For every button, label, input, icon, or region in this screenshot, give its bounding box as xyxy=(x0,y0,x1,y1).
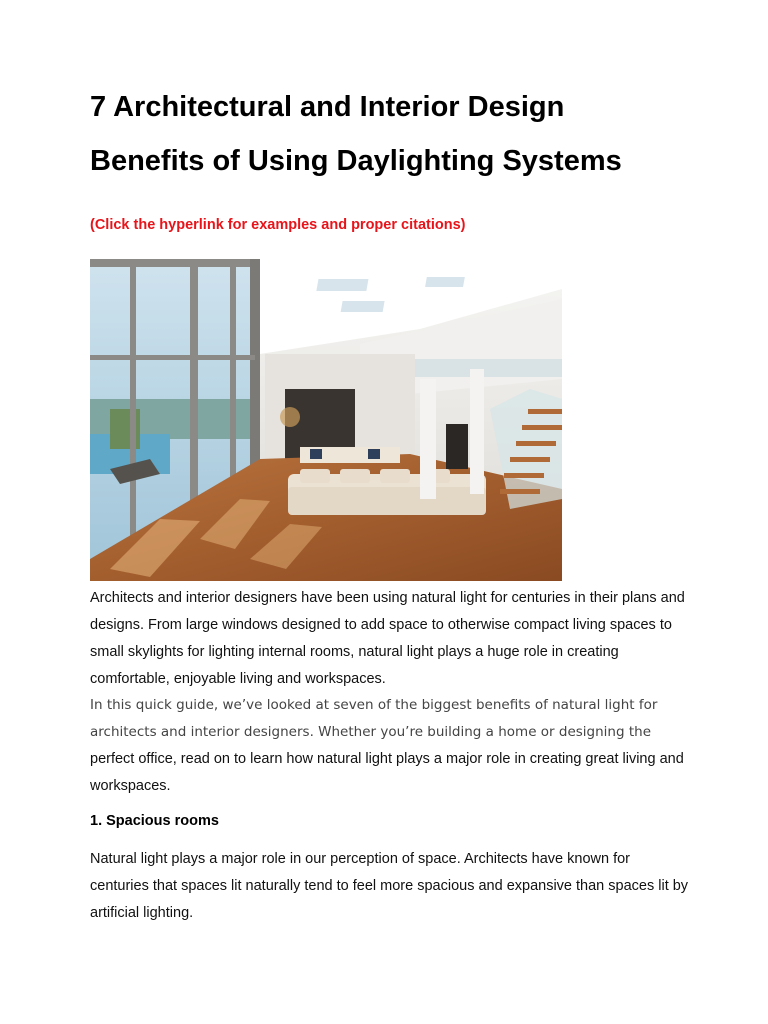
guide-paragraph-part-1: In this quick guide, we’ve looked at seven of the biggest benefits of natural light for architects and interior designers. Whether you’re building a home or designing the xyxy=(90,697,658,740)
guide-paragraph-part-2: perfect office, read on to learn how natural light plays a major role in creating great living and workspaces. xyxy=(90,751,684,794)
intro-paragraph: Architects and interior designers have been using natural light for centuries in their plans and designs. From large windows designed to add space to otherwise compact living spaces to small skylights for lighting internal rooms, natural light plays a huge role in creating comfortable, enjoyable living and workspaces. xyxy=(90,590,685,687)
interior-living-room-photo xyxy=(90,259,562,581)
citation-hyperlink-note[interactable]: (Click the hyperlink for examples and proper citations) xyxy=(90,217,466,233)
guide-paragraph xyxy=(90,692,690,800)
page-title-line-1: 7 Architectural and Interior Design xyxy=(90,91,565,123)
section-heading-spacious-rooms: 1. Spacious rooms xyxy=(90,813,219,829)
page-title xyxy=(90,80,690,188)
spacious-rooms-paragraph: Natural light plays a major role in our perception of space. Architects have known for centuries that spaces lit naturally tend to feel more spacious and expansive than spaces lit by artificial lighting. xyxy=(90,851,689,921)
page-title-line-2: Benefits of Using Daylighting Systems xyxy=(90,145,622,177)
